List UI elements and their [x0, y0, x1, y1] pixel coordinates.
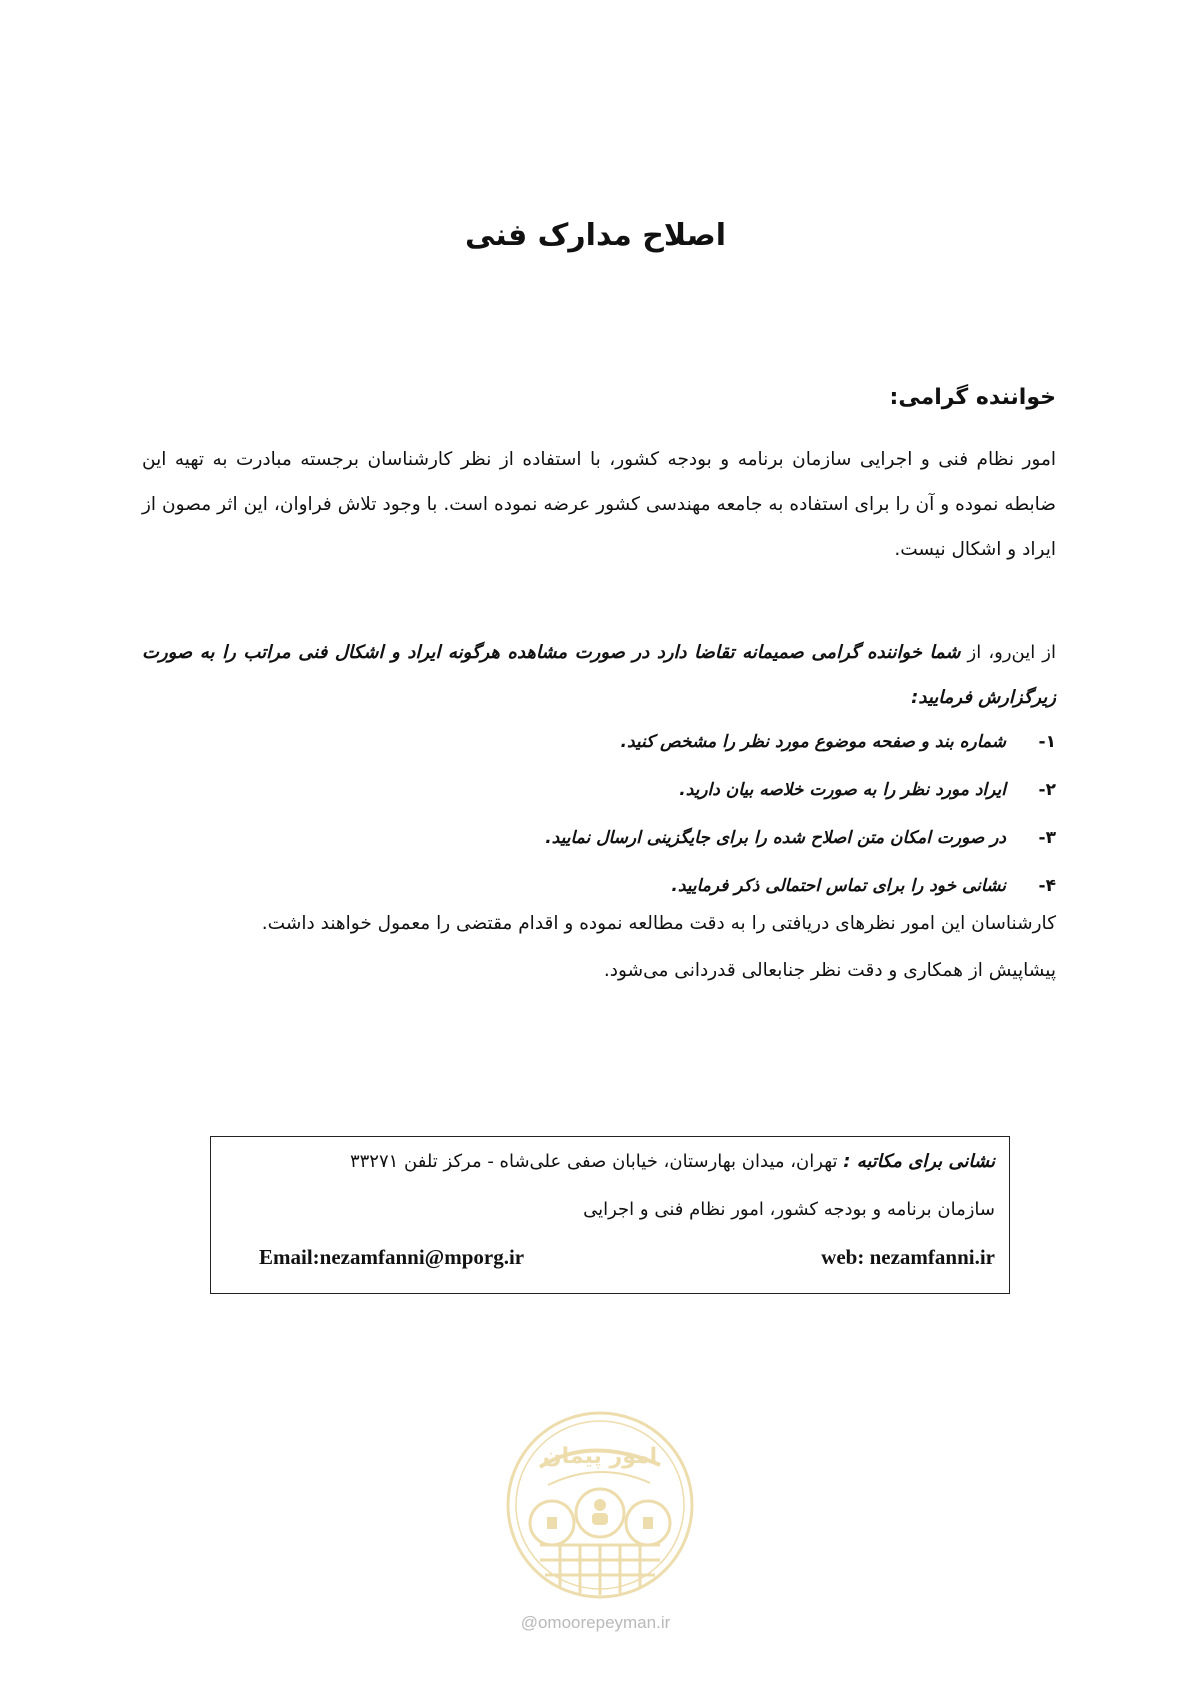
intro-paragraph: امور نظام فنی و اجرایی سازمان برنامه و بودجه کشور، با استفاده از نظر کارشناسان برجسته مبادرت به تهیه این ضابطه نموده و آن را برای استفاده به جامعه مهندسی کشور عرضه نموده است. با وجود تلاش فراوان، این اثر مصون از ایراد و اشکال نیست.	[142, 449, 1056, 560]
request-lead: از این‌رو، از	[960, 642, 1056, 663]
list-item-number: ۱-	[1038, 732, 1056, 752]
list-item-text: در صورت امکان متن اصلاح شده را برای جایگزینی ارسال نمایید.	[545, 828, 1006, 848]
contact-address: تهران، میدان بهارستان، خیابان صفی علی‌شاه - مرکز تلفن ۳۳۲۷۱	[349, 1151, 844, 1172]
closing-line-review: کارشناسان این امور نظرهای دریافتی را به دقت مطالعه نموده و اقدام مقتضی را معمول خواهند داشت.	[261, 913, 1056, 934]
contact-organization: سازمان برنامه و بودجه کشور، امور نظام فنی و اجرایی	[583, 1199, 995, 1220]
list-item-number: ۴-	[1038, 876, 1056, 896]
closing-block	[262, 900, 1056, 994]
contact-box	[210, 1136, 1010, 1294]
web-link[interactable]: web: nezamfanni.ir	[821, 1245, 995, 1269]
greeting-heading: خواننده گرامی:	[889, 385, 1056, 410]
closing-line-thanks: پیشاپیش از همکاری و دقت نظر جنابعالی قدردانی می‌شود.	[603, 960, 1056, 981]
list-item	[545, 718, 1056, 766]
request-paragraph	[142, 630, 1056, 720]
list-item-text: ایراد مورد نظر را به صورت خلاصه بیان دارید.	[679, 780, 1006, 800]
list-item	[545, 814, 1056, 862]
list-item	[545, 766, 1056, 814]
watermark-url: @omoorepeyman.ir	[520, 1613, 671, 1632]
email-link[interactable]: Email:nezamfanni@mporg.ir	[259, 1245, 525, 1269]
list-item-text: نشانی خود را برای تماس احتمالی ذکر فرمایید.	[671, 876, 1006, 896]
page-title: اصلاح مدارک فنی	[465, 218, 726, 253]
list-item-text: شماره بند و صفحه موضوع مورد نظر را مشخص کنید.	[620, 732, 1006, 752]
contact-label: نشانی برای مکاتبه :	[843, 1151, 995, 1172]
watermark-logo-text: امور پیمان	[542, 1444, 658, 1469]
contact-address-line	[350, 1151, 995, 1172]
request-emphasis: شما خواننده گرامی صمیمانه تقاضا دارد در صورت مشاهده هرگونه ایراد و اشکال فنی مراتب را به صورت زیرگزارش فرمایید:	[142, 642, 1056, 708]
watermark-logo	[500, 1405, 700, 1605]
list-item-number: ۳-	[1038, 828, 1056, 848]
instruction-list	[545, 718, 1056, 910]
list-item-number: ۲-	[1038, 780, 1056, 800]
